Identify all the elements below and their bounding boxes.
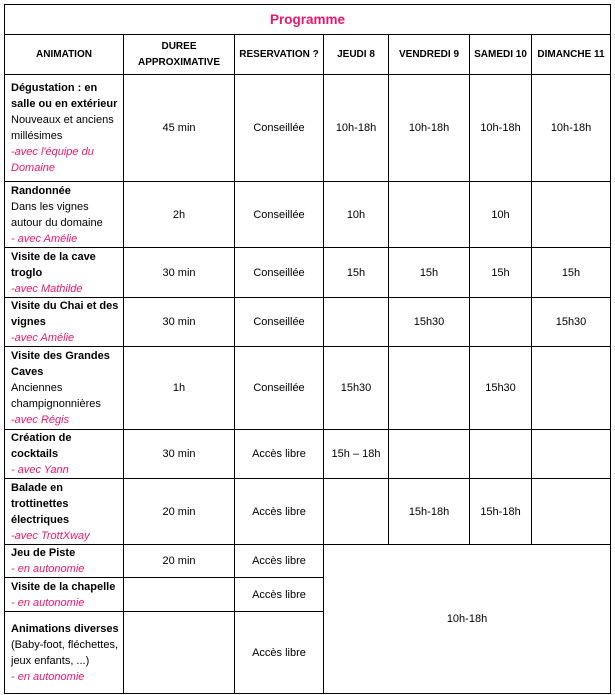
animation-cell [5,75,124,182]
day-cell: 15h [532,248,611,298]
animation-cell [5,248,124,298]
merged-hours-cell: 10h-18h [324,545,611,694]
day-cell: 10h-18h [389,75,470,182]
day-cell: 15h – 18h [324,430,389,479]
animation-subtitle: Dans les vignes autour du domaine [11,200,103,229]
day-cell: 10h-18h [532,75,611,182]
day-cell: 15h-18h [389,479,470,545]
table-row [5,182,611,248]
day-cell [324,298,389,347]
animation-title: Balade en trottinettes électriques [11,481,70,526]
animation-cell [5,612,124,694]
day-cell: 15h [324,248,389,298]
animation-cell [5,430,124,479]
day-cell: 10h [470,182,532,248]
animation-cell [5,347,124,430]
table-row [5,430,611,479]
day-cell [532,347,611,430]
reservation-cell: Conseillée [235,248,324,298]
animation-title: Jeu de Piste [11,547,76,559]
animation-title: Dégustation : en salle ou en extérieur [11,82,118,110]
reservation-cell: Accès libre [235,545,324,578]
duration-cell: 2h [124,182,235,248]
header-dimanche: DIMANCHE 11 [532,35,611,75]
animation-title: Visite de la chapelle [11,580,116,593]
duration-cell: 20 min [124,479,235,545]
animation-cell [5,545,124,578]
table-row [5,545,611,578]
animation-title: Visite des Grandes Caves [11,350,110,378]
table-title: Programme [5,5,611,35]
day-cell: 15h30 [389,298,470,347]
animation-title: Visite du Chai et des vignes [11,300,119,328]
header-samedi: SAMEDI 10 [470,35,532,75]
table-row [5,479,611,545]
duration-cell [124,612,235,694]
duration-cell: 45 min [124,75,235,182]
animation-guide: - en autonomie [11,670,85,683]
table-row [5,248,611,298]
animation-cell [5,479,124,545]
programme-table [4,4,611,694]
day-cell: 15h30 [470,347,532,430]
header-reservation: RESERVATION ? [235,35,324,75]
animation-guide: - avec Yann [11,464,69,476]
reservation-cell: Accès libre [235,479,324,545]
animation-title: Animations diverses [11,622,119,635]
animation-title: Randonnée [11,184,71,197]
header-jeudi: JEUDI 8 [324,35,389,75]
day-cell: 10h [324,182,389,248]
table-row [5,298,611,347]
duration-cell: 30 min [124,248,235,298]
animation-guide: -avec Amélie [11,332,75,344]
animation-guide: -avec TrottXway [11,529,90,542]
animation-subtitle: Anciennes champignonnières [11,382,101,410]
day-cell: 10h-18h [324,75,389,182]
duration-cell: 20 min [124,545,235,578]
animation-cell [5,298,124,347]
animation-subtitle: (Baby-foot, fléchettes, jeux enfants, ...) [11,638,118,667]
header-vendredi: VENDREDI 9 [389,35,470,75]
table-row [5,347,611,430]
animation-cell [5,578,124,612]
day-cell [532,479,611,545]
animation-title: Visite de la cave troglo [11,250,96,279]
reservation-cell: Accès libre [235,612,324,694]
header-animation: ANIMATION [5,35,124,75]
day-cell [532,182,611,248]
reservation-cell: Conseillée [235,75,324,182]
animation-guide: -avec l'équipe du Domaine [11,146,94,174]
animation-guide: - avec Amélie [11,232,78,245]
duration-cell: 1h [124,347,235,430]
duration-cell: 30 min [124,298,235,347]
duration-cell [124,578,235,612]
duration-cell: 30 min [124,430,235,479]
day-cell: 15h-18h [470,479,532,545]
day-cell [324,479,389,545]
animation-guide: - en autonomie [11,563,85,575]
reservation-cell: Conseillée [235,298,324,347]
day-cell: 15h30 [532,298,611,347]
animation-guide: - en autonomie [11,596,85,609]
table-row [5,75,611,182]
animation-guide: -avec Régis [11,414,70,426]
reservation-cell: Accès libre [235,430,324,479]
day-cell [389,430,470,479]
animation-guide: -avec Mathilde [11,282,83,295]
reservation-cell: Conseillée [235,347,324,430]
day-cell [470,298,532,347]
reservation-cell: Conseillée [235,182,324,248]
day-cell: 15h30 [324,347,389,430]
day-cell: 15h [389,248,470,298]
reservation-cell: Accès libre [235,578,324,612]
animation-cell [5,182,124,248]
header-duree: DUREE APPROXIMATIVE [124,35,235,75]
day-cell [470,430,532,479]
day-cell: 10h-18h [470,75,532,182]
animation-title: Création de cocktails [11,432,72,460]
day-cell [532,430,611,479]
animation-subtitle: Nouveaux et anciens millésimes [11,114,114,142]
day-cell [389,347,470,430]
day-cell: 15h [470,248,532,298]
day-cell [389,182,470,248]
